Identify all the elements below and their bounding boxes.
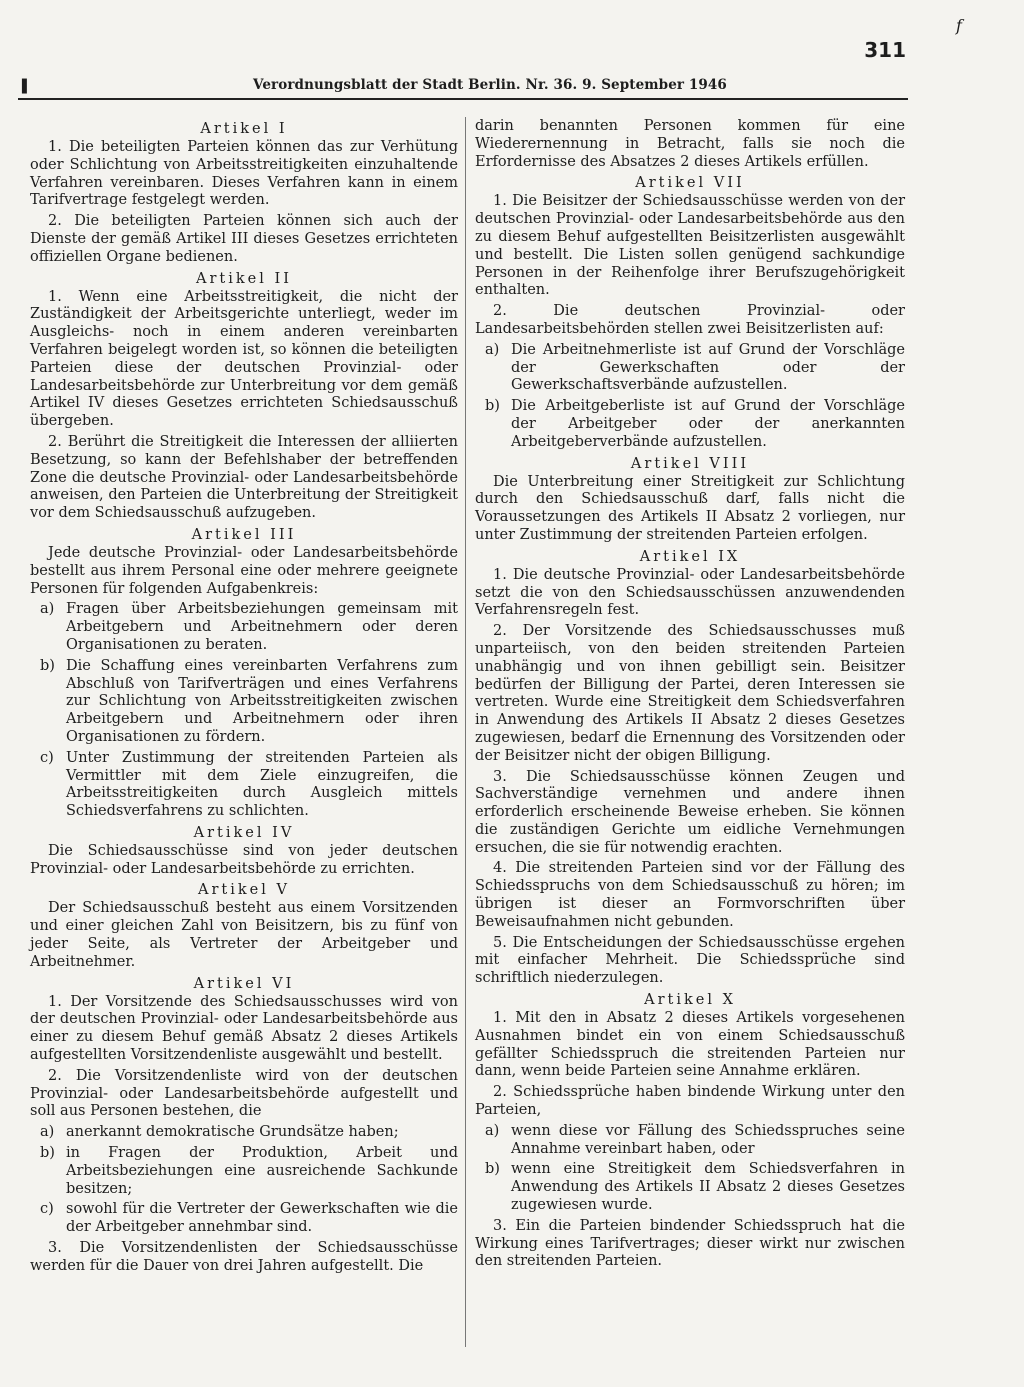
page-header — [18, 74, 908, 100]
right-column — [475, 118, 905, 1274]
list-label: a) — [485, 341, 500, 358]
paragraph: Jede deutsche Provinzial- oder Landesarbeitsbehörde bestellt aus ihrem Personal eine oder mehrere geeignete Personen für folgenden Aufgabenkreis: — [30, 544, 458, 597]
list-text: in Fragen der Produktion, Arbeit und Arbeitsbeziehungen eine ausreichende Sachkunde besitzen; — [66, 1145, 458, 1197]
article-heading: Artikel VIII — [630, 455, 750, 472]
list-label: b) — [40, 1145, 55, 1162]
list-item — [485, 398, 905, 451]
article-heading: Artikel III — [191, 526, 297, 543]
paragraph-continuation: darin benannten Personen kommen für eine Wiederernennung in Betracht, falls sie noch die Erfordernisse des Absatzes 2 dieses Artikels erfüllen. — [475, 118, 905, 170]
paragraph: 3. Die Vorsitzendenlisten der Schiedsausschüsse werden für die Dauer von drei Jahren aufgestellt. Die — [30, 1240, 458, 1274]
left-column — [30, 118, 458, 1279]
paragraph: 3. Die Schiedsausschüsse können Zeugen und Sachverständige vernehmen und andere ihnen erforderlich erscheinende Beweise erheben. Sie können die zuständigen Gerichte um eidliche Vernehmungen ersuchen, die sie für notwendig erachten. — [475, 768, 905, 856]
page-number: 311 — [864, 38, 906, 62]
list-text: wenn eine Streitigkeit dem Schiedsverfahren in Anwendung des Artikels II Absatz 2 dieses Gesetzes zugewiesen wurde. — [511, 1161, 905, 1214]
paragraph: 2. Der Vorsitzende des Schiedsausschusses muß unparteiisch, von den beiden streitenden Parteien unabhängig und von ihnen gebilligt sein. Beisitzer bedürfen der Billigung der Partei, deren Interessen sie vertreten. Wurde eine Streitigkeit dem Schiedsverfahren in Anwendung des Artikels II Absatz 2 dieses Gesetzes zugewiesen, bedarf die Ernennung des Vorsitzenden oder der Beisitzer nicht der obigen Billigung. — [475, 623, 905, 764]
article-heading: Artikel VI — [193, 975, 295, 992]
list-item — [40, 1124, 458, 1142]
article-heading: Artikel X — [644, 992, 736, 1009]
article-heading: Artikel IV — [193, 824, 295, 841]
paragraph: 2. Schiedssprüche haben bindende Wirkung unter den Parteien, — [475, 1084, 905, 1119]
article-heading: Artikel IX — [639, 548, 741, 565]
article-heading: Artikel I — [200, 121, 288, 137]
paragraph: 3. Ein die Parteien bindender Schiedsspruch hat die Wirkung eines Tarifvertrages; dieser wirkt nur zwischen den streitenden Parteien. — [475, 1217, 905, 1270]
list-label: a) — [40, 601, 55, 618]
column-divider — [465, 117, 466, 1347]
paragraph: 1. Die beteiligten Parteien können das zur Verhütung oder Schlichtung von Arbeitsstreitigkeiten einzuhaltende Verfahren vereinbaren. Dieses Verfahren kann in einem Tarifvertrage festgelegt werden. — [30, 139, 458, 209]
paragraph: 1. Wenn eine Arbeitsstreitigkeit, die nicht der Zuständigkeit der Arbeitsgerichte unterliegt, weder im Ausgleichs- noch in einem anderen vereinbarten Verfahren beigelegt worden ist, so können die beteiligten Parteien diese der deutschen Provinzial- oder Landesarbeitsbehörde zur Unterbreitung vor dem gemäß Artikel IV dieses Gesetzes errichteten Schiedsausschuß übergeben. — [30, 288, 458, 430]
list-text: sowohl für die Vertreter der Gewerkschaften wie die der Arbeitgeber annehmbar sind. — [66, 1201, 458, 1236]
paragraph: Die Schiedsausschüsse sind von jeder deutschen Provinzial- oder Landesarbeitsbehörde zu errichten. — [30, 842, 458, 877]
paragraph: 1. Die Beisitzer der Schiedsausschüsse werden von der deutschen Provinzial- oder Landesarbeitsbehörde aus den zu diesem Behuf aufgestellten Beisitzerlisten ausgewählt und bestellt. Die Listen sollen genügend sachkundige Personen in der Reihenfolge ihrer Berufszugehörigkeit enthalten. — [475, 193, 905, 299]
paragraph: 1. Der Vorsitzende des Schiedsausschusses wird von der deutschen Provinzial- oder Landesarbeitsbehörde aus einer zu diesem Behuf gemäß Absatz 2 dieses Artikels aufgestellten Vorsitzendenliste ausgewählt und bestellt. — [30, 993, 458, 1064]
list-label: a) — [485, 1122, 500, 1139]
list-text: Unter Zustimmung der streitenden Parteien als Vermittler mit dem Ziele einzugreifen, die Arbeitsstreitigkeiten durch Ausgleich mittels Schiedsverfahrens zu schlichten. — [66, 749, 458, 820]
list-text: Fragen über Arbeitsbeziehungen gemeinsam mit Arbeitgebern und Arbeitnehmern oder deren Organisationen zu beraten. — [66, 601, 458, 653]
list-label: b) — [485, 1161, 500, 1178]
paragraph: 1. Die deutsche Provinzial- oder Landesarbeitsbehörde setzt die von den Schiedsausschüssen anzuwendenden Verfahrensregeln fest. — [475, 566, 905, 619]
list-item — [40, 1145, 458, 1198]
stray-mark: f — [956, 16, 962, 35]
paragraph: Die Unterbreitung einer Streitigkeit zur Schlichtung durch den Schiedsausschuß darf, falls nicht die Voraussetzungen des Artikels II Absatz 2 vorliegen, nur unter Zustimmung der streitenden Parteien erfolgen. — [475, 473, 905, 543]
list-text: Die Arbeitgeberliste ist auf Grund der Vorschläge der Arbeitgeber oder der anerkannten Arbeitgeberverbände aufzustellen. — [511, 398, 905, 450]
header-mark: ❚ — [18, 76, 31, 94]
header-title: Verordnungsblatt der Stadt Berlin. Nr. 36. 9. September 1946 — [253, 77, 727, 93]
list-text: Die Schaffung eines vereinbarten Verfahrens zum Abschluß von Tarifverträgen und eines Verfahrens zur Schlichtung von Arbeitsstreitigkeiten zwischen Arbeitgebern und Arbeitnehmern oder ihren Organisationen zu fördern. — [66, 657, 458, 745]
paragraph: 2. Berührt die Streitigkeit die Interessen der alliierten Besetzung, so kann der Befehlshaber der betreffenden Zone die deutsche Provinzial- oder Landesarbeitsbehörde anweisen, den Parteien die Unterbreitung der Streitigkeit vor dem Schiedsausschuß aufzugeben. — [30, 433, 458, 522]
list-text: Die Arbeitnehmerliste ist auf Grund der Vorschläge der Gewerkschaften oder der Gewerkschaftsverbände aufzustellen. — [511, 341, 905, 394]
list-label: c) — [40, 1201, 54, 1218]
list-label: b) — [485, 398, 500, 415]
list-item — [485, 1123, 905, 1159]
list-label: b) — [40, 657, 55, 674]
paragraph: 2. Die deutschen Provinzial- oder Landesarbeitsbehörden stellen zwei Beisitzerlisten auf: — [475, 303, 905, 337]
list-item — [485, 1161, 905, 1214]
article-heading: Artikel II — [196, 270, 292, 287]
list-text: anerkannt demokratische Grundsätze haben; — [66, 1124, 399, 1141]
list-item — [485, 342, 905, 395]
paragraph: 1. Mit den in Absatz 2 dieses Artikels vorgesehenen Ausnahmen bindet ein von einem Schiedsausschuß gefällter Schiedsspruch die streitenden Parteien nur dann, wenn beide Parteien seine Annahme erklären. — [475, 1010, 905, 1080]
paragraph: 5. Die Entscheidungen der Schiedsausschüsse ergehen mit einfacher Mehrheit. Die Schiedssprüche sind schriftlich niederzulegen. — [475, 934, 905, 987]
article-heading: Artikel V — [198, 882, 290, 899]
list-item — [40, 601, 458, 654]
paragraph: Der Schiedsausschuß besteht aus einem Vorsitzenden und einer gleichen Zahl von Beisitzern, bis zu fünf von jeder Seite, als Vertreter der Arbeitgeber und Arbeitnehmer. — [30, 900, 458, 970]
article-heading: Artikel VII — [635, 175, 745, 192]
paragraph: 2. Die Vorsitzendenliste wird von der deutschen Provinzial- oder Landesarbeitsbehörde aufgestellt und soll aus Personen bestehen, die — [30, 1067, 458, 1120]
list-item — [40, 750, 458, 821]
paragraph: 2. Die beteiligten Parteien können sich auch der Dienste der gemäß Artikel III dieses Gesetzes errichteten offiziellen Organe bedienen. — [30, 213, 458, 265]
list-item — [40, 658, 458, 747]
list-item — [40, 1201, 458, 1237]
list-text: wenn diese vor Fällung des Schiedsspruches seine Annahme vereinbart haben, oder — [511, 1122, 905, 1157]
list-label: a) — [40, 1124, 55, 1141]
paragraph: 4. Die streitenden Parteien sind vor der Fällung des Schiedsspruchs von dem Schiedsausschuß zu hören; im übrigen ist dieser an Formvorschriften über Beweisaufnahmen nicht gebunden. — [475, 860, 905, 930]
list-label: c) — [40, 749, 54, 766]
